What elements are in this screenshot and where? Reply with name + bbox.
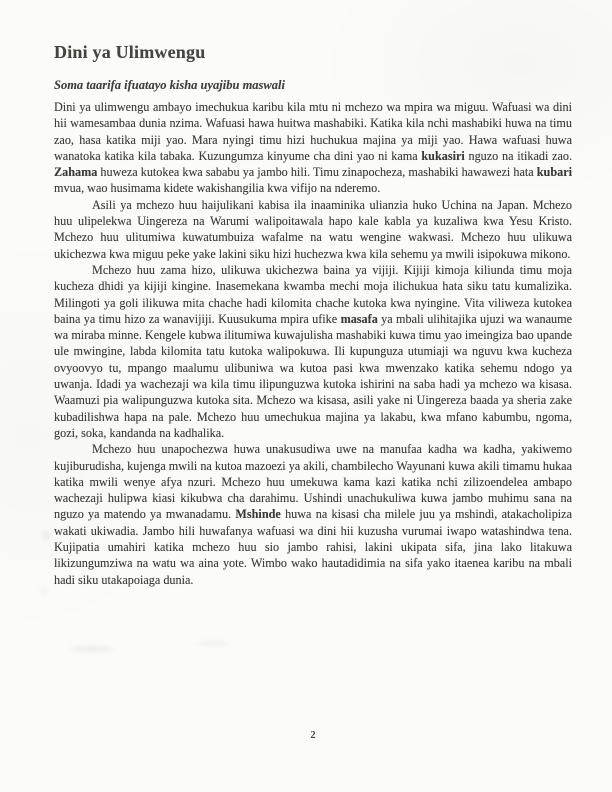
scan-smudge (70, 646, 114, 652)
paragraph (54, 197, 572, 262)
vocab-term: masafa (340, 311, 378, 326)
instruction-subtitle: Soma taarifa ifuatayo kisha uyajibu maswali (54, 78, 285, 92)
vocab-term: kubari (536, 165, 572, 180)
text-run: Asili ya mchezo huu haijulikani kabisa ila inaaminika ulianzia huko Uchina na Japan. Mchezo huu ulipelekwa Uingereza na Warumi walipoitawala hapo kale kabla ya kuzaliwa kwa Yesu Kristo. Mchezo huu ulitumiwa kuwatumbuiza wafalme na watu wengine wakwasi. Mchezo huu ulikuwa ukichezwa kwa miguu peke yake lakini siku hizi huchezwa kwa kila sehemu ya mwili isipokuwa mikono. (54, 197, 572, 261)
page-number: 2 (310, 730, 316, 741)
scan-smudge (40, 588, 48, 594)
vocab-term: Mshinde (235, 507, 281, 522)
scan-smudge (42, 530, 51, 541)
text-run: huweza kutokea kwa sababu ya jambo hili. Timu zinapocheza, mashabiki hawawezi hata (97, 165, 537, 180)
text-run: huwa na kisasi cha milele juu ya mshindi, atakacholipiza wakati ukiwadia. Jambo hili huwafanya wafuasi wa dini hii kuzusha vurumai iwapo watashindwa tena. Kujipatia umahiri katika mchezo huu sio jambo rahisi, lakini ukipata sifa, jina lako litakuwa likizungumziwa na watu wa aina yote. Wimbo wako hautadidimia na sifa yako itaenea karibu na mbali hadi siku utakapoiaga dunia. (54, 507, 572, 587)
page-title: Dini ya Ulimwengu (54, 42, 206, 62)
paragraph (54, 262, 572, 441)
vocab-term: kukasiri (421, 148, 465, 163)
text-run: ya mbali ulihitajika ujuzi wa wanaume wa miraba minne. Kengele kubwa ilitumiwa kuwajulisha mashabiki kuwa timu yao imeingiza bao upande ule mwingine, labda kilomita tatu kutoka walipokuwa. Ili kupunguza utumiaji wa nguvu kwa kucheza ovyoovyo tu, mpango maalumu ulibuniwa wa kutoa pasi kwa mwenzako katika sehemu ndogo ya uwanja. Idadi ya wachezaji wa kila timu ilipunguzwa kutoka ishirini na saba hadi ya mchezo wa kisasa. Waamuzi pia walipunguzwa kutoka sita. Mchezo wa kisasa, asili yake ni Uingereza baada ya sheria zake kubadilishwa hapa na pale. Mchezo huu umechukua majina ya lakabu, kwa mfano kabumbu, ngoma, gozi, soka, kandanda na kadhalika. (54, 311, 573, 440)
page-content (54, 42, 572, 588)
text-run: mvua, wao husimama kidete wakishangilia kwa vifijo na nderemo. (54, 181, 381, 196)
vocab-term: Zahama (54, 165, 98, 180)
article-body (54, 99, 572, 588)
paragraph (54, 441, 572, 588)
scan-smudge (196, 641, 230, 646)
text-run: Dini ya ulimwengu ambayo imechukua karibu kila mtu ni mchezo wa mpira wa miguu. Wafuasi wa dini hii wamesambaa dunia nzima. Wafuasi hawa huitwa mashabiki. Katika kila nchi mashabiki huwa na timu zao, hasa katika miji yao. Mara nyingi timu hizi huchukua majina ya miji yao. Hawa wafuasi huwa wanatoka katika kila tabaka. Kuzungumza kinyume cha dini yao ni kama (54, 100, 572, 163)
text-run: nguzo na itikadi zao. (464, 148, 572, 163)
text-run: Mchezo huu unapochezwa huwa unakusudiwa uwe na manufaa kadha wa kadha, yakiwemo kujiburudisha, kujenga mwili na kutoa mazoezi ya akili, chambilecho Wayunani kuwa akili timamu hukaa katika mwili wenye afya nzuri. Mchezo huu umekuwa kama kazi katika nchi zilizoendelea ambapo wachezaji hulipwa kiasi kikubwa cha darahimu. Ushindi unachukuliwa kuwa jambo muhimu sana na nguzo ya matendo ya mwanadamu. (54, 442, 572, 522)
paragraph (54, 99, 572, 197)
text-run: Mchezo huu zama hizo, ulikuwa ukichezwa baina ya vijiji. Kijiji kimoja kiliunda timu moja kucheza dhidi ya kijiji kingine. Inasemekana kwamba mechi moja ilichukua hata siku tatu kumalizika. Milingoti ya goli ilikuwa mita chache hadi kilomita chache kutoka kwa nyingine. Vita viliweza kutokea baina ya timu hizo za wanavijiji. Kuusukuma mpira ufike (54, 262, 572, 326)
